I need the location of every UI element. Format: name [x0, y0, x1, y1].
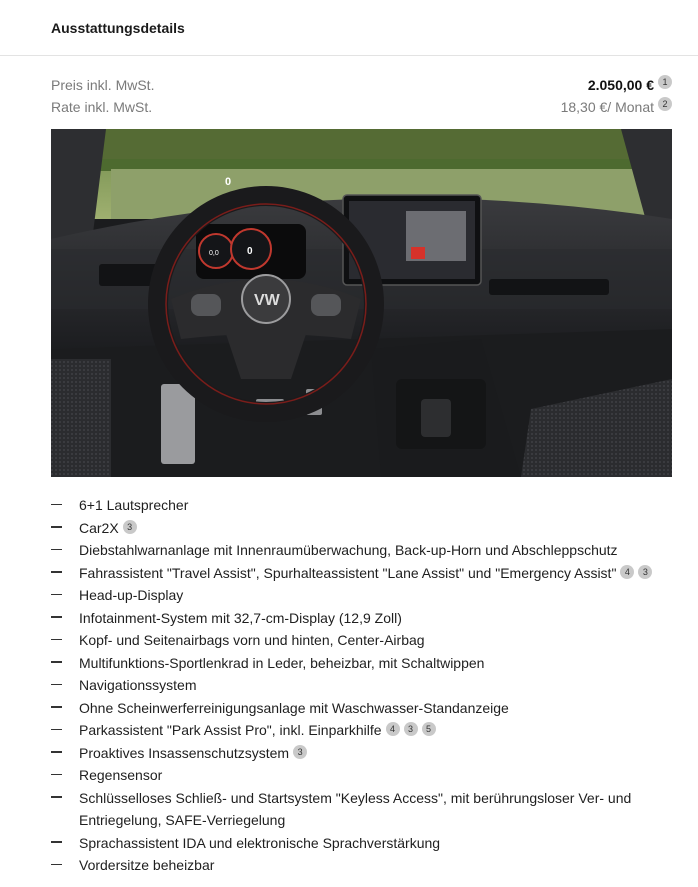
- footnote-badge[interactable]: 1: [658, 75, 672, 89]
- list-dash-icon: [51, 494, 79, 517]
- feature-item: [51, 494, 672, 517]
- feature-item: [51, 719, 672, 742]
- footnote-badge[interactable]: 3: [404, 722, 418, 736]
- feature-label: Sprachassistent IDA und elektronische Sprachverstärkung: [79, 834, 441, 851]
- feature-text: [79, 764, 672, 787]
- feature-item: [51, 539, 672, 562]
- rate-label: Rate inkl. MwSt.: [51, 99, 153, 115]
- footnote-badge[interactable]: 3: [638, 565, 652, 579]
- price-row: [51, 74, 672, 96]
- footnote-badge[interactable]: 3: [293, 745, 307, 759]
- feature-label: Fahrassistent "Travel Assist", Spurhalteassistent "Lane Assist" und "Emergency Assist": [79, 564, 617, 581]
- list-dash-icon: [51, 584, 79, 607]
- feature-text: [79, 854, 672, 877]
- feature-label: Kopf- und Seitenairbags vorn und hinten, Center-Airbag: [79, 632, 425, 648]
- rate-value: 18,30 €/ Monat: [560, 99, 654, 115]
- svg-text:VW: VW: [254, 292, 280, 309]
- footnote-badge[interactable]: 4: [386, 722, 400, 736]
- footnote-badge[interactable]: 4: [620, 565, 634, 579]
- list-dash-icon: [51, 562, 79, 585]
- footnote-badge[interactable]: 2: [658, 97, 672, 111]
- feature-item: [51, 517, 672, 540]
- feature-text: [79, 787, 672, 832]
- list-dash-icon: [51, 764, 79, 787]
- feature-text: [79, 494, 672, 517]
- feature-label: Infotainment-System mit 32,7-cm-Display (12,9 Zoll): [79, 609, 402, 626]
- list-dash-icon: [51, 652, 79, 675]
- interior-image: [51, 129, 672, 477]
- feature-label: Navigationssystem: [79, 677, 197, 693]
- list-dash-icon: [51, 854, 79, 877]
- list-dash-icon: [51, 539, 79, 562]
- feature-text: [79, 719, 672, 742]
- list-dash-icon: [51, 517, 79, 540]
- details-header: [0, 0, 698, 56]
- feature-item: [51, 787, 672, 832]
- list-dash-icon: [51, 742, 79, 765]
- feature-text: [79, 584, 672, 607]
- feature-label: Diebstahlwarnanlage mit Innenraumüberwachung, Back-up-Horn und Abschleppschutz: [79, 542, 618, 558]
- feature-text: [79, 652, 672, 675]
- price-value-wrap: [588, 77, 672, 93]
- feature-text: [79, 539, 672, 562]
- feature-label: Vordersitze beheizbar: [79, 857, 215, 873]
- list-dash-icon: [51, 629, 79, 652]
- feature-list: [51, 494, 672, 877]
- list-dash-icon: [51, 697, 79, 720]
- feature-text: [79, 742, 672, 765]
- car-interior-illustration: [51, 129, 672, 477]
- feature-label: 6+1 Lautsprecher: [79, 497, 189, 513]
- feature-text: [79, 562, 672, 585]
- price-value: 2.050,00 €: [587, 77, 654, 93]
- feature-label: Car2X: [79, 519, 119, 536]
- list-dash-icon: [51, 787, 79, 832]
- feature-label: Head-up-Display: [79, 587, 184, 603]
- feature-item: [51, 674, 672, 697]
- feature-item: [51, 742, 672, 765]
- feature-item: [51, 697, 672, 720]
- feature-text: [79, 629, 672, 652]
- feature-label: Ohne Scheinwerferreinigungsanlage mit Waschwasser-Standanzeige: [79, 699, 509, 716]
- feature-label: Regensensor: [79, 767, 163, 783]
- feature-item: [51, 652, 672, 675]
- feature-item: [51, 562, 672, 585]
- feature-item: [51, 629, 672, 652]
- rate-value-wrap: [561, 99, 672, 115]
- hud-speed: 0: [225, 176, 232, 188]
- feature-text: [79, 697, 672, 720]
- feature-item: [51, 854, 672, 877]
- feature-text: [79, 832, 672, 855]
- feature-item: [51, 764, 672, 787]
- cluster-center-readout: 0: [247, 246, 253, 257]
- list-dash-icon: [51, 674, 79, 697]
- price-block: [51, 74, 672, 118]
- feature-label: Multifunktions-Sportlenkrad in Leder, beheizbar, mit Schaltwippen: [79, 654, 485, 671]
- feature-item: [51, 584, 672, 607]
- feature-text: [79, 517, 672, 540]
- feature-text: [79, 607, 672, 630]
- feature-item: [51, 832, 672, 855]
- page-title: Ausstattungsdetails: [51, 20, 185, 36]
- feature-item: [51, 607, 672, 630]
- rate-row: [51, 96, 672, 118]
- price-label: Preis inkl. MwSt.: [51, 77, 155, 93]
- list-dash-icon: [51, 719, 79, 742]
- list-dash-icon: [51, 607, 79, 630]
- feature-label: Proaktives Insassenschutzsystem: [79, 744, 290, 761]
- cluster-left-readout: 0,0: [209, 250, 219, 257]
- footnote-badge[interactable]: 5: [422, 722, 436, 736]
- feature-label: Schlüsselloses Schließ- und Startsystem "Keyless Access", mit berührungsloser Ver- und Entriegelung, SAFE-Verriegelung: [79, 789, 632, 828]
- feature-label: Parkassistent "Park Assist Pro", inkl. Einparkhilfe: [79, 722, 382, 738]
- footnote-badge[interactable]: 3: [123, 520, 137, 534]
- feature-text: [79, 674, 672, 697]
- list-dash-icon: [51, 832, 79, 855]
